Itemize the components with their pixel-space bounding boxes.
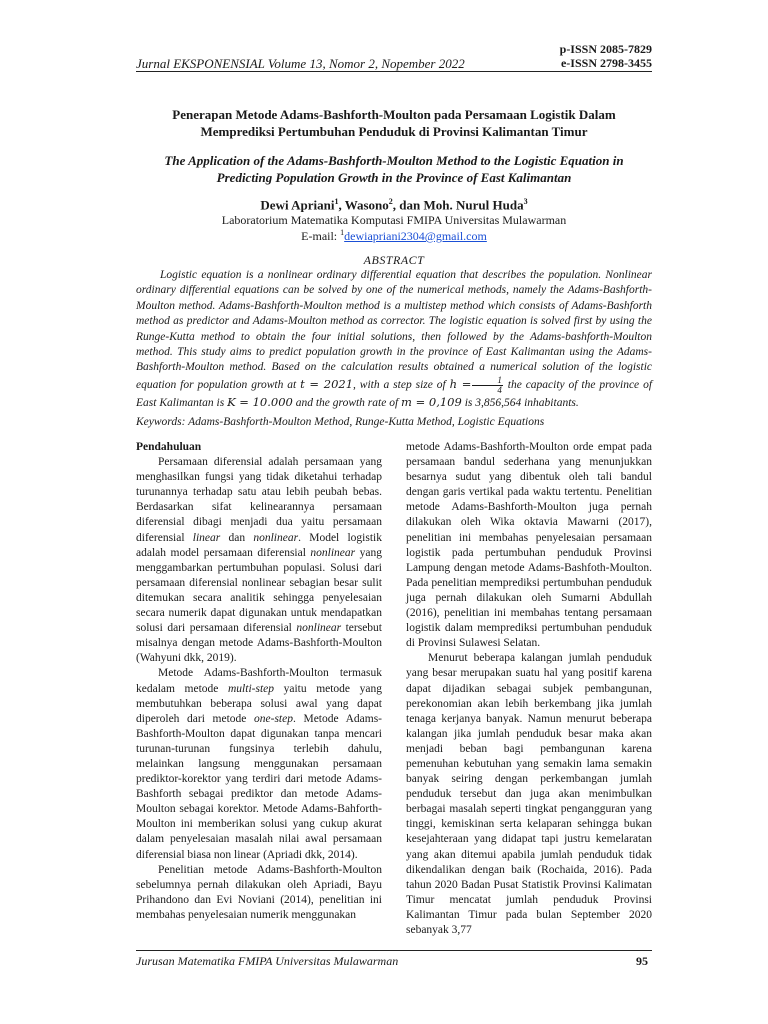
fraction-denominator: 4 — [497, 384, 502, 395]
author-2: Wasono — [344, 197, 389, 213]
email-mark: 1 — [340, 228, 345, 237]
fraction — [472, 376, 503, 395]
author-1: Dewi Apriani — [260, 197, 335, 213]
abstract-part: is 3,856,564 inhabitants. — [461, 396, 579, 409]
paragraph — [136, 455, 382, 666]
paragraph — [136, 666, 382, 862]
paragraph: Menurut beberapa kalangan jumlah penduduk yang besar merupakan suatu hal yang positif karena dapat dijadikan sebagai subjek pembangunan, perekonomian akan lebih berkembang jika jumlah tenaga kerjanya banyak. Namun menurut beberapa kalangan jika jumlah penduduk besar maka akan menjadi beban bagi pembangunan karena pemenuhan kebutuhan yang semakin lama semakin banyak seiring dengan perkembangan jumlah penduduk tersebut dan juga akan menimbulkan berbagai masalah seperti tingkat pengangguran yang tinggi, kemiskinan serta kelaparan sehingga bukan kesejahteraan yang didapat tapi justru kemelaratan yang akan ditemui apabila jumlah penduduk tidak dikendalikan dengan baik (Rochaida, 2016). Pada tahun 2020 Badan Pusat Statistik Provinsi Kalimatan Timur mencatat jumlah penduduk Provinsi Kalimantan Timur pada bulan September 2020 sebanyak 3,77 — [406, 652, 652, 936]
text-run: dan — [220, 531, 254, 544]
abstract-part: and the growth rate of — [292, 396, 402, 409]
text-run: yang menggambarkan pertumbuhan populasi. Solusi dari persamaan diferensial nonlinear sebagian besar sulit ditemukan secara analitik sehingga penyelesaian secara numerik dapat digunakan untuk mendapatkan solusi dari persamaan diferensial — [136, 546, 383, 635]
math-k: K = 10.000 — [227, 394, 293, 409]
footer-department: Jurusan Matematika FMIPA Universitas Mulawarman — [136, 954, 399, 968]
math-m: m = 0,109 — [401, 394, 462, 409]
keywords: Keywords: Adams-Bashforth-Moulton Method, Runge-Kutta Method, Logistic Equations — [136, 416, 545, 428]
abstract-part: the capacity of the province of East Kalimantan is — [136, 378, 653, 409]
page-number: 95 — [636, 954, 648, 968]
footer-rule — [136, 950, 652, 951]
text-run: yaitu metode yang membutuhkan beberapa solusi awal yang dapat diperoleh dari metode — [136, 682, 382, 725]
abstract-text — [136, 268, 652, 411]
author-2-mark: 2 — [388, 197, 393, 206]
math-h: h = — [449, 376, 472, 391]
italic-term: multi-step — [228, 682, 274, 695]
header-rule — [136, 71, 652, 72]
email-line — [136, 228, 652, 244]
p-issn: p-ISSN 2085-7829 — [559, 42, 652, 56]
paragraph: Penelitian metode Adams-Bashforth-Moulton sebelumnya pernah dilakukan oleh Apriadi, Bayu Prihandono dan Evi Noviani (2014), penelitian ini membahas penyelesaian numerik menggunakan — [136, 863, 382, 921]
italic-term: nonlinear — [310, 546, 356, 559]
math-t: t = 2021 — [300, 376, 354, 391]
title-indonesian: Penerapan Metode Adams-Bashforth-Moulton pada Persamaan Logistik Dalam Memprediksi Pertumbuhan Penduduk di Provinsi Kalimantan Timur — [172, 107, 616, 139]
text-run: tersebut misalnya dengan metode Adams-Bashforth-Moulton (Wahyuni dkk, 2019). — [136, 622, 383, 665]
abstract-part: Logistic equation is a nonlinear ordinary differential equation that describes the population. Nonlinear ordinary differential equations can be solved by one of the numerical methods, namely the Adams-Bashforth-Moulton method. Adams-Bashforth-Moulton method is a multistep method which consists of Adams-Bashforth method as predictor and Adams-Moulton method as corrector. The logistic equation is solved first by using the Runge-Kutta method to obtain the four initial solutions, then followed by the Adams-bashforth-Moulton method. This study aims to predict population growth in the province of East Kalimantan using the Adams-Bashforth-Moulton method. Based on the calculation results obtained a numerical solution of the logistic equation for population growth at — [136, 269, 652, 391]
author-3: Moh. Nurul Huda — [423, 197, 524, 213]
text-run: . Model logistik adalah model persamaan diferensial — [136, 531, 382, 559]
italic-term: nonlinear — [296, 622, 342, 635]
text-run: . Metode Adams-Bashforth-Moulton dapat digunakan tanpa mencari turunan-turunan fungsinya terlebih dahulu, melainkan langsung menggunakan persamaan prediktor-korektor yang terdiri dari metode Adams-Bashforth sebagai prediktor dan metode Adams-Moulton sebagai korektor. Metode Adams-Bahforth-Moulton ini memberikan solusi yang cukup akurat dalam penyelesaian masalah nilai awal persamaan diferensial biasa non linear (Apriadi dkk, 2014). — [136, 712, 383, 861]
issn-block — [560, 42, 652, 70]
abstract-heading: ABSTRACT — [363, 253, 425, 267]
section-heading: Pendahuluan — [136, 441, 202, 453]
affiliation: Laboratorium Matematika Komputasi FMIPA Universitas Mulawarman — [221, 213, 567, 227]
author-1-mark: 1 — [334, 197, 339, 206]
italic-term: linear — [192, 531, 221, 544]
author-separator: , dan — [392, 197, 424, 213]
right-column — [406, 440, 652, 938]
italic-term: one-step — [254, 712, 293, 725]
italic-term: nonlinear — [253, 531, 299, 544]
e-issn: e-ISSN 2798-3455 — [560, 56, 652, 70]
text-run: Persamaan diferensial adalah persamaan yang menghasilkan fungsi yang tidak diketahui terhadap turunannya terhadap satu atau lebih peubah bebas. Berdasarkan sifat kelinearannya persamaan diferensial dibagi menjadi dua yaitu persamaan diferensial — [136, 456, 382, 544]
author-separator: , — [338, 197, 345, 213]
paragraph: metode Adams-Bashforth-Moulton orde empat pada persamaan bandul sederhana yang menunjukkan besarnya sudut yang dibentuk oleh tali bandul dengan garis vertikal pada waktu tertentu. Penelitian metode Adams-Bashforth-Moulton juga pernah dilakukan oleh Wika oktavia Mawarni (2017), penelitian ini membahas penyelesaian persamaan logistik pada pertumbuhan penduduk Provinsi Lampung dengan metode Adams-Bashfoth-Moulton. Pada penelitian memprediksi pertumbuhan penduduk juga pernah dilakukan oleh Sumarni Abdullah (2016), penelitian ini membahas tentang persamaan logistik dalam memprediksi pertumbuhan penduduk di Provinsi Sulawesi Selatan. — [406, 441, 652, 650]
author-3-mark: 3 — [523, 197, 528, 206]
abstract-part: , with a step size of — [353, 378, 450, 391]
author-list — [136, 197, 652, 213]
fraction-numerator: 1 — [472, 376, 503, 386]
title-english: The Application of the Adams-Bashforth-Moulton Method to the Logistic Equation in Predicting Population Growth in the Province of East Kalimantan — [164, 153, 624, 185]
email-label: E-mail: — [301, 229, 341, 243]
email-link[interactable]: dewiapriani2304@gmail.com — [344, 229, 487, 243]
left-column — [136, 440, 382, 923]
text-run: Metode Adams-Bashforth-Moulton termasuk kedalam metode — [136, 667, 382, 695]
journal-header: Jurnal EKSPONENSIAL Volume 13, Nomor 2, Nopember 2022 — [136, 56, 465, 71]
